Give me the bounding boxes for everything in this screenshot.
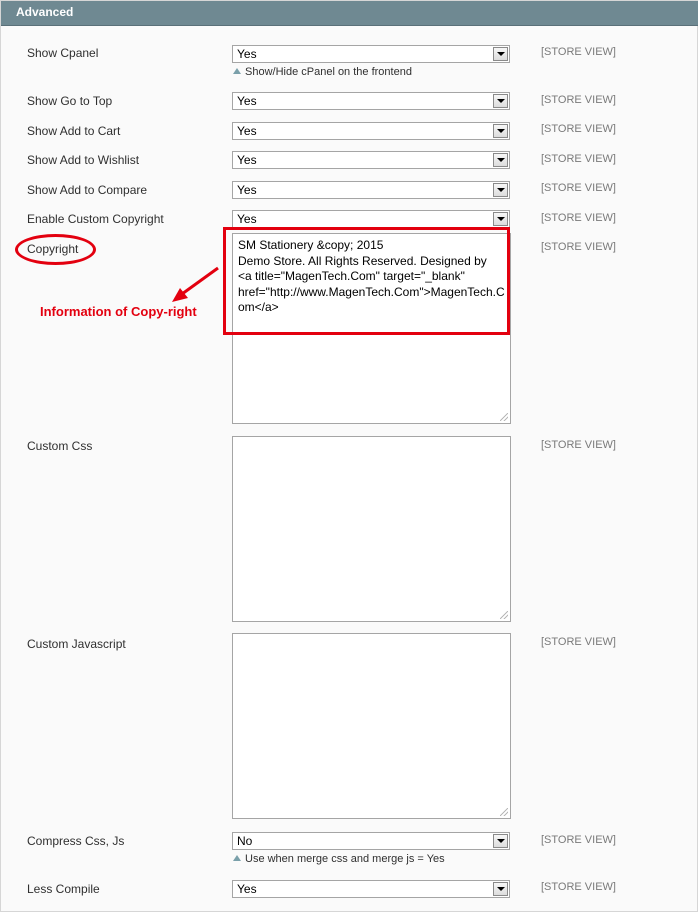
show-add-to-compare-value: Yes	[237, 183, 257, 197]
scope-label: [STORE VIEW]	[541, 636, 616, 648]
show-add-to-cart-value: Yes	[237, 124, 257, 138]
section-header[interactable]	[1, 1, 698, 26]
less-compile-select[interactable]	[232, 880, 510, 898]
compress-css-js-select[interactable]	[232, 832, 510, 850]
scope-label: [STORE VIEW]	[541, 241, 616, 253]
scope-label: [STORE VIEW]	[541, 94, 616, 106]
copyright-line: om</a>	[238, 300, 279, 314]
show-add-to-wishlist-value: Yes	[237, 153, 257, 167]
show-add-to-wishlist-select[interactable]	[232, 151, 510, 169]
copyright-line: SM Stationery &copy; 2015	[238, 238, 384, 252]
custom-javascript-label: Custom Javascript	[27, 637, 126, 651]
chevron-down-icon[interactable]	[493, 153, 508, 167]
show-go-to-top-label: Show Go to Top	[27, 94, 113, 108]
chevron-down-icon[interactable]	[493, 882, 508, 896]
show-cpanel-note	[233, 66, 412, 78]
copyright-label: Copyright	[27, 242, 79, 256]
enable-custom-copyright-label: Enable Custom Copyright	[27, 212, 164, 226]
compress-css-js-value: No	[237, 834, 253, 848]
scope-label: [STORE VIEW]	[541, 123, 616, 135]
copyright-line: Demo Store. All Rights Reserved. Designed by	[238, 253, 487, 268]
show-add-to-cart-select[interactable]	[232, 122, 510, 140]
show-add-to-compare-label: Show Add to Compare	[27, 183, 148, 197]
scope-label: [STORE VIEW]	[541, 439, 616, 451]
highlight-ellipse	[15, 234, 96, 265]
section-title: Advanced	[16, 5, 74, 19]
enable-custom-copyright-value: Yes	[237, 212, 257, 226]
resize-grip-icon[interactable]	[500, 413, 508, 421]
copyright-line: <a title="MagenTech.Com" target="_blank"	[238, 269, 465, 283]
show-add-to-compare-select[interactable]	[232, 181, 510, 199]
compress-css-js-label: Compress Css, Js	[27, 834, 125, 848]
chevron-down-icon[interactable]	[493, 212, 508, 226]
chevron-down-icon[interactable]	[493, 124, 508, 138]
compress-css-js-note-text: Use when merge css and merge js = Yes	[245, 853, 445, 865]
less-compile-value: Yes	[237, 882, 257, 896]
red-arrow-icon	[170, 262, 226, 304]
scope-label: [STORE VIEW]	[541, 182, 616, 194]
custom-css-textarea[interactable]	[232, 436, 511, 622]
show-go-to-top-value: Yes	[237, 94, 257, 108]
scope-label: [STORE VIEW]	[541, 212, 616, 224]
chevron-down-icon[interactable]	[493, 183, 508, 197]
show-cpanel-select[interactable]	[232, 45, 510, 63]
custom-css-label: Custom Css	[27, 439, 93, 453]
annotation-text: Information of Copy-right	[40, 304, 197, 319]
enable-custom-copyright-select[interactable]	[232, 210, 510, 228]
copyright-textarea[interactable]	[232, 233, 511, 424]
show-add-to-wishlist-label: Show Add to Wishlist	[27, 153, 140, 167]
show-add-to-cart-label: Show Add to Cart	[27, 124, 121, 138]
resize-grip-icon[interactable]	[500, 808, 508, 816]
scope-label: [STORE VIEW]	[541, 46, 616, 58]
copyright-line: href="http://www.MagenTech.Com">MagenTech.C	[238, 284, 505, 299]
chevron-down-icon[interactable]	[493, 834, 508, 848]
chevron-down-icon[interactable]	[493, 94, 508, 108]
show-go-to-top-select[interactable]	[232, 92, 510, 110]
compress-css-js-note	[233, 853, 445, 865]
scope-label: [STORE VIEW]	[541, 153, 616, 165]
custom-javascript-textarea[interactable]	[232, 633, 511, 819]
scope-label: [STORE VIEW]	[541, 881, 616, 893]
show-cpanel-note-text: Show/Hide cPanel on the frontend	[245, 66, 412, 78]
triangle-up-icon	[233, 855, 241, 861]
triangle-up-icon	[233, 68, 241, 74]
scope-label: [STORE VIEW]	[541, 834, 616, 846]
copyright-text	[238, 238, 505, 316]
less-compile-label: Less Compile	[27, 882, 100, 896]
chevron-down-icon[interactable]	[493, 47, 508, 61]
show-cpanel-value: Yes	[237, 47, 257, 61]
resize-grip-icon[interactable]	[500, 611, 508, 619]
show-cpanel-label: Show Cpanel	[27, 46, 99, 60]
